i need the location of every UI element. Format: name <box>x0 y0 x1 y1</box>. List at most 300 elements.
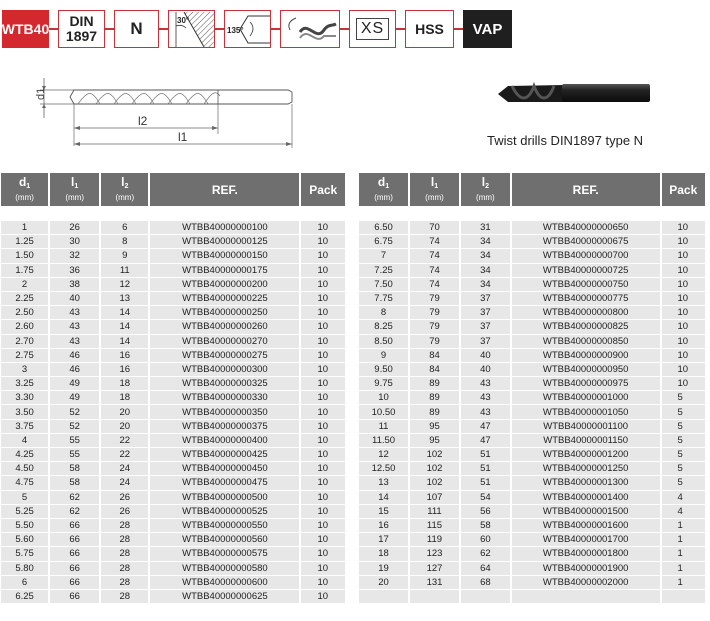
cell-l2: 20 <box>101 420 150 434</box>
cell-ref: WTBB40000000650 <box>512 221 662 235</box>
cell-l1: 79 <box>410 292 461 306</box>
cell-d1: 9.50 <box>359 363 410 377</box>
cell-pack: 10 <box>662 264 705 278</box>
cell-ref: WTBB40000000900 <box>512 349 662 363</box>
cell-l1: 89 <box>410 391 461 405</box>
cell-l1: 58 <box>50 476 101 490</box>
cell-d1: 8 <box>359 306 410 320</box>
left-spec-table <box>1 173 345 604</box>
cell-l1: 55 <box>50 434 101 448</box>
cell-ref: WTBB40000000700 <box>512 249 662 263</box>
cell-l2: 43 <box>461 405 512 419</box>
table-row <box>1 264 345 278</box>
cell-ref: WTBB40000000500 <box>150 491 301 505</box>
cell-pack: 10 <box>301 377 345 391</box>
cell-l2: 51 <box>461 462 512 476</box>
cell-l1: 102 <box>410 476 461 490</box>
cell-d1: 4.25 <box>1 448 50 462</box>
cell-pack: 10 <box>301 519 345 533</box>
cell-d1: 5.75 <box>1 547 50 561</box>
cell-d1: 1 <box>1 221 50 235</box>
cell-pack: 10 <box>301 306 345 320</box>
cell-ref: WTBB40000000260 <box>150 320 301 334</box>
cell-l1: 70 <box>410 221 461 235</box>
cell-ref: WTBB40000000200 <box>150 278 301 292</box>
cell-ref: WTBB40000001400 <box>512 491 662 505</box>
cell-d1: 4 <box>1 434 50 448</box>
cell-l1: 111 <box>410 505 461 519</box>
din-label: DIN <box>69 13 94 29</box>
cell-d1: 1.25 <box>1 235 50 249</box>
cell-l2: 28 <box>101 590 150 604</box>
cell-ref: WTBB40000001700 <box>512 533 662 547</box>
cell-l2: 68 <box>461 576 512 590</box>
cell-l2: 40 <box>461 363 512 377</box>
cell-pack: 4 <box>662 505 705 519</box>
cell-pack: 10 <box>301 221 345 235</box>
table-row <box>1 221 345 235</box>
cell-d1: 12.50 <box>359 462 410 476</box>
cell-d1: 17 <box>359 533 410 547</box>
cell-d1: 3.50 <box>1 405 50 419</box>
cell-d1: 4.50 <box>1 462 50 476</box>
cell-ref: WTBB40000001900 <box>512 562 662 576</box>
cell-d1: 7.75 <box>359 292 410 306</box>
cell-l1: 66 <box>50 562 101 576</box>
cell-ref: WTBB40000000150 <box>150 249 301 263</box>
cell-ref: WTBB40000001050 <box>512 405 662 419</box>
table-row <box>359 434 705 448</box>
table-filler-row <box>359 590 705 603</box>
table-row <box>359 405 705 419</box>
cell-l2: 16 <box>101 349 150 363</box>
table-row <box>359 320 705 334</box>
cell-l2: 51 <box>461 448 512 462</box>
cell-l2: 47 <box>461 434 512 448</box>
coating-label: XS <box>356 18 389 40</box>
cell-l2: 37 <box>461 292 512 306</box>
connector-line <box>454 28 463 30</box>
d1-label: d1 <box>35 87 47 100</box>
cell-pack: 5 <box>662 476 705 490</box>
cell-l2: 51 <box>461 476 512 490</box>
table-row <box>1 349 345 363</box>
cell-l1: 32 <box>50 249 101 263</box>
cell-ref: WTBB40000001300 <box>512 476 662 490</box>
table-row <box>1 405 345 419</box>
cell-l1: 43 <box>50 320 101 334</box>
cell-l2: 28 <box>101 533 150 547</box>
table-row <box>359 562 705 576</box>
cell-pack: 10 <box>662 292 705 306</box>
table-row <box>359 292 705 306</box>
cell-pack: 10 <box>301 533 345 547</box>
cell-l1: 66 <box>50 533 101 547</box>
cell-l2: 14 <box>101 320 150 334</box>
cell-l1: 79 <box>410 335 461 349</box>
cell-ref: WTBB40000000625 <box>150 590 301 604</box>
cell-l2: 60 <box>461 533 512 547</box>
cell-ref: WTBB40000000975 <box>512 377 662 391</box>
cell-pack: 10 <box>301 448 345 462</box>
cell-d1: 2.25 <box>1 292 50 306</box>
drill-dimension-drawing <box>30 78 300 153</box>
cell-l1: 95 <box>410 420 461 434</box>
connector-line <box>340 28 349 30</box>
cell-d1: 9 <box>359 349 410 363</box>
table-row <box>359 235 705 249</box>
cell-l1: 30 <box>50 235 101 249</box>
cell-d1: 2.70 <box>1 335 50 349</box>
cell-d1: 11 <box>359 420 410 434</box>
cell-l1: 66 <box>50 519 101 533</box>
cell-ref: WTBB40000001100 <box>512 420 662 434</box>
l1-label: l1 <box>178 130 188 144</box>
cell-ref: WTBB40000000350 <box>150 405 301 419</box>
cell-d1: 19 <box>359 562 410 576</box>
cell-ref: WTBB40000000250 <box>150 306 301 320</box>
table-row <box>1 292 345 306</box>
cell-d1: 14 <box>359 491 410 505</box>
cell-l2: 54 <box>461 491 512 505</box>
cell-d1: 4.75 <box>1 476 50 490</box>
din-standard-box <box>58 10 105 48</box>
cell-ref: WTBB40000000825 <box>512 320 662 334</box>
cell-l2: 22 <box>101 448 150 462</box>
cell-ref: WTBB40000000330 <box>150 391 301 405</box>
table-row <box>359 363 705 377</box>
cell-d1: 6.75 <box>359 235 410 249</box>
cell-l1: 49 <box>50 391 101 405</box>
cell-l1: 84 <box>410 363 461 377</box>
cell-l1: 89 <box>410 377 461 391</box>
table-row <box>1 335 345 349</box>
cell-l2: 58 <box>461 519 512 533</box>
cell-d1: 11.50 <box>359 434 410 448</box>
cell-pack: 10 <box>301 249 345 263</box>
cell-l2: 43 <box>461 391 512 405</box>
cell-d1: 3.25 <box>1 377 50 391</box>
cell-l2: 37 <box>461 306 512 320</box>
cell-ref: WTBB40000000225 <box>150 292 301 306</box>
cell-l2: 9 <box>101 249 150 263</box>
cell-l1: 79 <box>410 320 461 334</box>
col-l2-header: $l_2$ (mm) <box>101 173 150 206</box>
cell-pack: 10 <box>662 235 705 249</box>
table-row <box>1 391 345 405</box>
cell-ref: WTBB40000000560 <box>150 533 301 547</box>
cell-l1: 89 <box>410 405 461 419</box>
table-row <box>359 462 705 476</box>
table-row <box>1 278 345 292</box>
col-ref-header: REF. <box>512 173 662 206</box>
table-row <box>359 420 705 434</box>
cell-d1: 1.50 <box>1 249 50 263</box>
cell-l2: 28 <box>101 519 150 533</box>
table-row <box>359 391 705 405</box>
cell-l1: 66 <box>50 547 101 561</box>
cell-l1: 74 <box>410 264 461 278</box>
cell-l2: 47 <box>461 420 512 434</box>
cell-pack: 10 <box>301 462 345 476</box>
cell-l2: 16 <box>101 363 150 377</box>
cell-l1: 74 <box>410 278 461 292</box>
table-row <box>1 476 345 490</box>
table-row <box>359 448 705 462</box>
cell-l2: 34 <box>461 278 512 292</box>
cell-d1: 7.25 <box>359 264 410 278</box>
cell-l1: 58 <box>50 462 101 476</box>
cell-d1: 6.25 <box>1 590 50 604</box>
l2-label: l2 <box>138 114 148 128</box>
table-row <box>1 306 345 320</box>
table-row <box>1 377 345 391</box>
cell-ref: WTBB40000001200 <box>512 448 662 462</box>
cell-l2: 31 <box>461 221 512 235</box>
cell-l2: 56 <box>461 505 512 519</box>
table-row <box>1 462 345 476</box>
cell-d1: 6 <box>1 576 50 590</box>
cell-d1: 1.75 <box>1 264 50 278</box>
cell-pack: 10 <box>662 335 705 349</box>
table-row <box>1 547 345 561</box>
cell-l2: 26 <box>101 491 150 505</box>
helix-angle-icon <box>168 10 215 48</box>
cell-d1: 2 <box>1 278 50 292</box>
finish-box: VAP <box>463 10 512 48</box>
connector-line <box>396 28 405 30</box>
cell-ref: WTBB40000000450 <box>150 462 301 476</box>
cell-d1: 5.25 <box>1 505 50 519</box>
cell-pack: 10 <box>662 306 705 320</box>
cell-l1: 62 <box>50 505 101 519</box>
cell-l1: 43 <box>50 335 101 349</box>
cell-ref: WTBB40000000525 <box>150 505 301 519</box>
table-row <box>1 235 345 249</box>
col-pack-header: Pack <box>662 173 705 206</box>
cell-pack: 10 <box>301 363 345 377</box>
table-row <box>359 249 705 263</box>
cell-ref: WTBB40000001150 <box>512 434 662 448</box>
cell-l1: 102 <box>410 462 461 476</box>
cell-pack: 10 <box>662 349 705 363</box>
din-number: 1897 <box>65 28 98 44</box>
table-row <box>1 576 345 590</box>
cell-pack: 10 <box>662 363 705 377</box>
connector-line <box>215 28 224 30</box>
table-row <box>1 434 345 448</box>
table-row <box>1 420 345 434</box>
angle-135-label: 135° <box>226 25 244 35</box>
table-row <box>1 448 345 462</box>
cell-l2: 22 <box>101 434 150 448</box>
cell-ref: WTBB40000000750 <box>512 278 662 292</box>
cell-pack: 5 <box>662 405 705 419</box>
cell-pack: 10 <box>301 562 345 576</box>
table-row <box>359 533 705 547</box>
cell-d1: 2.50 <box>1 306 50 320</box>
table-row <box>359 576 705 590</box>
cell-l2: 14 <box>101 335 150 349</box>
cell-l2: 43 <box>461 377 512 391</box>
cell-pack: 5 <box>662 391 705 405</box>
series-badge: WTB40 <box>2 10 49 48</box>
cell-ref: WTBB40000000175 <box>150 264 301 278</box>
cell-pack: 10 <box>301 476 345 490</box>
cell-pack: 10 <box>301 576 345 590</box>
cell-ref: WTBB40000000425 <box>150 448 301 462</box>
cell-l2: 64 <box>461 562 512 576</box>
cell-l2: 8 <box>101 235 150 249</box>
cell-d1: 10 <box>359 391 410 405</box>
cell-ref: WTBB40000000800 <box>512 306 662 320</box>
cell-l1: 52 <box>50 420 101 434</box>
cell-ref: WTBB40000001000 <box>512 391 662 405</box>
cell-l1: 40 <box>50 292 101 306</box>
cell-d1: 15 <box>359 505 410 519</box>
connector-line <box>105 28 114 30</box>
cell-ref: WTBB40000000400 <box>150 434 301 448</box>
cell-pack: 10 <box>301 547 345 561</box>
cell-l2: 6 <box>101 221 150 235</box>
cell-d1: 13 <box>359 476 410 490</box>
cell-d1: 6.50 <box>359 221 410 235</box>
cell-pack: 1 <box>662 519 705 533</box>
angle-30-label: 30° <box>176 15 189 25</box>
table-row <box>1 590 345 604</box>
cell-pack: 10 <box>662 249 705 263</box>
cell-pack: 10 <box>301 391 345 405</box>
table-row <box>359 306 705 320</box>
cell-l2: 37 <box>461 335 512 349</box>
cell-l1: 102 <box>410 448 461 462</box>
helix-angle-drawing <box>170 12 214 47</box>
cell-pack: 10 <box>662 377 705 391</box>
col-pack-header: Pack <box>301 173 345 206</box>
cell-l1: 115 <box>410 519 461 533</box>
cell-ref: WTBB40000000950 <box>512 363 662 377</box>
table-row <box>359 519 705 533</box>
cell-ref: WTBB40000000275 <box>150 349 301 363</box>
cell-d1: 8.25 <box>359 320 410 334</box>
cell-l2: 13 <box>101 292 150 306</box>
cell-ref: WTBB40000001500 <box>512 505 662 519</box>
cell-l1: 79 <box>410 306 461 320</box>
connector-line <box>159 28 168 30</box>
table-row <box>359 547 705 561</box>
cell-pack: 10 <box>301 292 345 306</box>
shank-type-drawing <box>282 12 339 47</box>
cell-d1: 2.75 <box>1 349 50 363</box>
cell-ref: WTBB40000000725 <box>512 264 662 278</box>
table-row <box>1 533 345 547</box>
cell-l1: 26 <box>50 221 101 235</box>
cell-l2: 12 <box>101 278 150 292</box>
col-d1-header: $d_1$ (mm) <box>359 173 410 206</box>
cell-pack: 10 <box>301 420 345 434</box>
cell-d1: 5.50 <box>1 519 50 533</box>
connector-line <box>271 28 280 30</box>
cell-pack: 10 <box>301 349 345 363</box>
cell-d1: 3.75 <box>1 420 50 434</box>
col-ref-header: REF. <box>150 173 301 206</box>
cell-d1: 3 <box>1 363 50 377</box>
cell-l1: 46 <box>50 363 101 377</box>
cell-d1: 8.50 <box>359 335 410 349</box>
cell-l1: 74 <box>410 249 461 263</box>
cell-l1: 62 <box>50 491 101 505</box>
table-row <box>359 335 705 349</box>
cell-pack: 10 <box>301 278 345 292</box>
cell-l1: 131 <box>410 576 461 590</box>
cell-l2: 34 <box>461 249 512 263</box>
cell-l2: 14 <box>101 306 150 320</box>
cell-d1: 7.50 <box>359 278 410 292</box>
cell-l1: 55 <box>50 448 101 462</box>
cell-l1: 36 <box>50 264 101 278</box>
cell-l1: 66 <box>50 590 101 604</box>
cell-pack: 5 <box>662 462 705 476</box>
table-row <box>1 249 345 263</box>
cell-pack: 10 <box>301 235 345 249</box>
table-row <box>359 505 705 519</box>
cell-pack: 10 <box>301 264 345 278</box>
cell-ref: WTBB40000000675 <box>512 235 662 249</box>
cell-pack: 4 <box>662 491 705 505</box>
cell-d1: 12 <box>359 448 410 462</box>
spec-icon-strip <box>2 9 512 49</box>
cell-ref: WTBB40000000125 <box>150 235 301 249</box>
cell-d1: 9.75 <box>359 377 410 391</box>
cell-ref: WTBB40000001250 <box>512 462 662 476</box>
shank-type-icon <box>280 10 340 48</box>
cell-l1: 119 <box>410 533 461 547</box>
right-spec-table <box>359 173 705 603</box>
cell-l2: 11 <box>101 264 150 278</box>
col-l1-header: $l_1$ (mm) <box>410 173 461 206</box>
table-row <box>1 491 345 505</box>
cell-l1: 107 <box>410 491 461 505</box>
cell-d1: 5.60 <box>1 533 50 547</box>
cell-l2: 24 <box>101 476 150 490</box>
cell-d1: 2.60 <box>1 320 50 334</box>
table-row <box>1 363 345 377</box>
cell-pack: 1 <box>662 576 705 590</box>
cell-pack: 10 <box>301 320 345 334</box>
cell-pack: 1 <box>662 562 705 576</box>
cell-ref: WTBB40000001800 <box>512 547 662 561</box>
cell-ref: WTBB40000000375 <box>150 420 301 434</box>
col-l2-header: $l_2$ (mm) <box>461 173 512 206</box>
cell-pack: 5 <box>662 420 705 434</box>
cell-l2: 37 <box>461 320 512 334</box>
cell-pack: 1 <box>662 547 705 561</box>
cell-pack: 10 <box>301 405 345 419</box>
drill-product-photo <box>494 80 654 108</box>
cell-l2: 28 <box>101 576 150 590</box>
material-box: HSS <box>405 10 454 48</box>
cell-pack: 5 <box>662 448 705 462</box>
cell-ref: WTBB40000000325 <box>150 377 301 391</box>
cell-ref: WTBB40000000100 <box>150 221 301 235</box>
table-header-row <box>359 173 705 206</box>
cell-ref: WTBB40000002000 <box>512 576 662 590</box>
cell-d1: 7 <box>359 249 410 263</box>
cell-l1: 84 <box>410 349 461 363</box>
cell-l2: 18 <box>101 391 150 405</box>
cell-l1: 49 <box>50 377 101 391</box>
table-header-row <box>1 173 345 206</box>
